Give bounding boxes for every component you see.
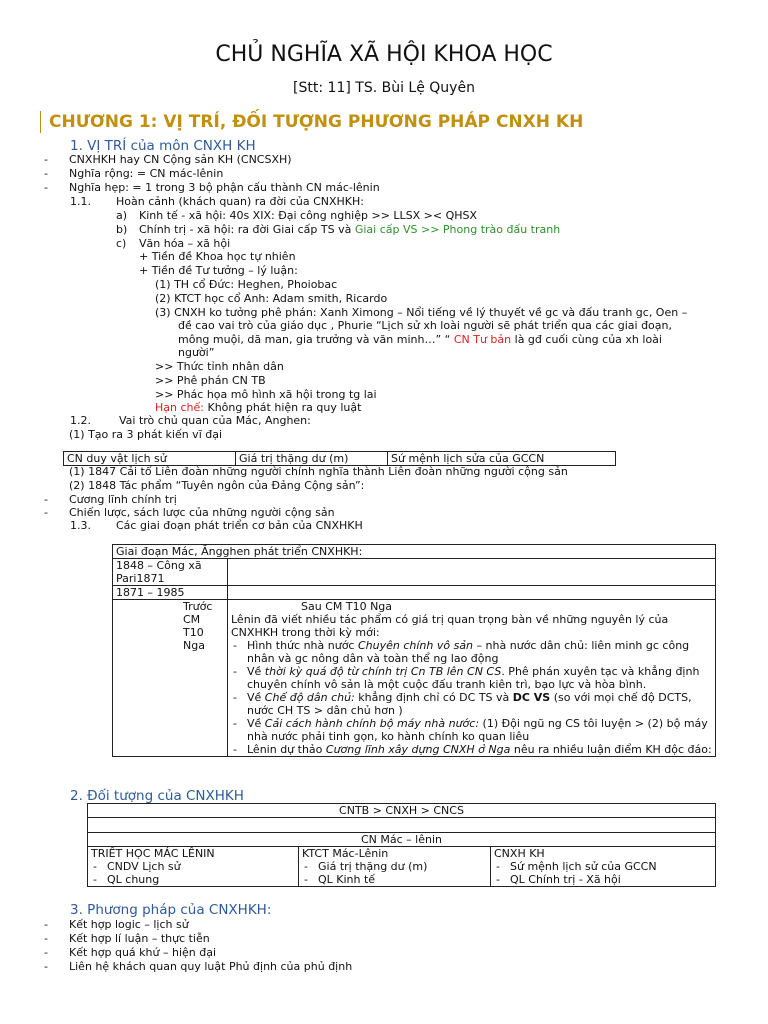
list-item [139,223,560,236]
column-list [302,860,487,886]
premise-item: + Tiền đề Tư tưởng – lý luận: [139,264,298,277]
bullet-item: Liên hệ khách quan quy luật Phủ định của phủ định [69,960,353,973]
column-title: TRIẾT HỌC MÁC LÊNIN [91,847,215,860]
list-item: - QL Chính trị - Xã hội [494,873,712,886]
table-cell [228,559,716,586]
numbered-item: (2) KTCT học cổ Anh: Adam smith, Ricardo [155,292,388,305]
list-item [231,743,712,756]
list-label: c) [116,237,127,250]
numbered-item-cont [178,333,662,346]
bullet-item: Chiến lược, sách lược của những người cộng sản [69,506,335,519]
page-title: CHỦ NGHĨA XÃ HỘI KHOA HỌC [215,42,553,67]
bullet-dash: - [44,153,48,166]
table-header: Giai đoạn Mác, Ăngghen phát triển CNXHKH: [113,545,716,559]
table-cell: CN Mác – lênin [88,833,716,847]
list-item-text: Chính trị - xã hội: ra đời Giai cấp TS và [139,223,355,236]
text-run: nêu ra nhiều luận điểm KH độc đáo: [510,743,712,756]
table-cell [88,818,716,833]
discoveries-table [63,451,616,466]
column-title: CNXH KH [494,847,545,860]
stages-table [112,544,716,757]
list-item: Kinh tế - xã hội: 40s XIX: Đại công nghiệp >> LLSX >< QHSX [139,209,478,222]
section2-heading: 2. Đối tượng của CNXHKH [70,788,244,804]
numbered-item: (1) Tạo ra 3 phát kiến vĩ đại [69,428,223,441]
text-run: là gđ cuối cùng của xh loài [511,333,662,346]
subject-table [87,803,716,887]
lenin-list [231,639,712,756]
text-run: Về [247,691,265,704]
bullet-item: CNXHKH hay CN Cộng sản KH (CNCSXH) [69,153,292,166]
text-run: (1) Đội ngũ ng CS tôi luyện > (2) bộ máy nhà nước phải tinh gọn, ko hành chính ko quan liêu [247,717,708,743]
table-cell [88,847,299,887]
subsection-title: Hoàn cảnh (khách quan) ra đời của CNXHKH: [116,195,364,208]
highlight-red: CN Tư bản [453,333,512,346]
column-title: KTCT Mác-Lênin [302,847,389,860]
list-item [231,717,712,743]
list-item: - Sứ mệnh lịch sử của GCCN [494,860,712,873]
numbered-item-cont: người” [178,346,215,359]
text-bold: DC VS [512,691,551,704]
after-oct-title: Sau CM T10 Nga [301,600,393,613]
bullet-item: Kết hợp logic – lịch sử [69,918,189,931]
list-item [231,691,712,717]
list-item [231,639,712,665]
table-cell: CN duy vật lịch sử [64,452,236,466]
text-italic: Cải cách hành chính bộ máy nhà nước: [264,717,480,730]
list-item: - QL chung [91,873,295,886]
list-item [231,665,712,691]
limitation-line [155,401,361,414]
bullet-dash: - [44,918,48,931]
chapter-heading: CHƯƠNG 1: VỊ TRÍ, ĐỐI TƯỢNG PHƯƠNG PHÁP CNXH KH [40,111,583,133]
list-item: Văn hóa – xã hội [139,237,231,250]
bullet-item: Nghĩa rộng: = CN mác-lênin [69,167,224,180]
table-cell: 1848 – Công xã Pari1871 [113,559,228,586]
text-italic: Chế độ dân chủ: [264,691,355,704]
table-cell [228,586,716,600]
text-run: Hình thức nhà nước [247,639,358,652]
list-item: - Giá trị thặng dư (m) [302,860,487,873]
page-subtitle: [Stt: 11] TS. Bùi Lệ Quyên [293,80,475,96]
arrow-item: >> Phê phán CN TB [155,374,266,387]
bullet-item: Kết hợp quá khứ – hiện đại [69,946,217,959]
text-run: – nhà nước dân chủ: liên minh gc công nhân và gc nông dân và toàn thể ng lao động [247,639,690,665]
bullet-dash: - [44,181,48,194]
text-run: Về [247,665,265,678]
list-item: - QL Kinh tế [302,873,487,886]
bullet-item: Cương lĩnh chính trị [69,493,177,506]
text-run: . Phê phán xuyên tạc và khẳng định chuyên chính vô sản là một cuộc đấu tranh kiên trì, bạo lực và hòa bình. [247,665,700,691]
subsection-number: 1.2. [70,414,91,427]
text-run: khẳng định chỉ có DC TS và [354,691,513,704]
column-list [91,860,295,886]
subsection-title: Các giai đoạn phát triển cơ bản của CNXHKH [116,519,363,532]
text-run: (so với mọi chế độ DCTS, nước CH TS > dân chủ hơn ) [247,691,692,717]
numbered-item: (2) 1848 Tác phẩm “Tuyên ngôn của Đảng Cộng sản”: [69,479,365,492]
subsection-number: 1.3. [70,519,91,532]
bullet-dash: - [44,946,48,959]
after-oct-intro: Lênin đã viết nhiều tác phẩm có giá trị quan trọng bàn về những nguyên lý của CNXHKH trong thời kỳ mới: [231,613,669,639]
table-cell: CNTB > CNXH > CNCS [88,804,716,818]
text-italic: Cương lĩnh xây dựng CNXH ở Nga [325,743,511,756]
bullet-item: Nghĩa hẹp: = 1 trong 3 bộ phận cấu thành CN mác-lênin [69,181,380,194]
bullet-dash: - [44,493,48,506]
text-italic: Chuyên chính vô sản [357,639,474,652]
table-cell: Sứ mệnh lịch sửa của GCCN [388,452,616,466]
list-label: a) [116,209,128,222]
table-cell-before-oct [113,600,228,757]
highlight-red: Hạn chế: [155,401,204,414]
premise-item: + Tiền đề Khoa học tự nhiên [139,250,296,263]
list-item: - CNDV Lịch sử [91,860,295,873]
text-italic: thời kỳ quá độ từ chính trị Cn TB lên CN CS [264,665,502,678]
text-run: Không phát hiện ra quy luật [203,401,362,414]
numbered-item-cont: đề cao vai trò của giáo dục , Phurie “Lịch sử xh loài người sẽ phát triển qua các giai đoạn, [178,319,672,332]
section1-heading: 1. VỊ TRÍ của môn CNXH KH [70,138,256,154]
arrow-item: >> Phác họa mô hình xã hội trong tg lai [155,388,377,401]
text-run: mông muội, dã man, gia trưởng và văn minh…” “ [178,333,454,346]
bullet-dash: - [44,932,48,945]
bullet-dash: - [44,506,48,519]
table-cell [299,847,491,887]
arrow-item: >> Thức tỉnh nhân dân [155,360,284,373]
highlight-green: Giai cấp VS >> Phong trào đấu tranh [354,223,561,236]
list-label: b) [116,223,128,236]
before-oct-label: Trước CM T10 Nga [183,600,213,652]
table-cell: 1871 – 1985 [113,586,228,600]
section3-heading: 3. Phương pháp của CNXHKH: [70,902,272,918]
column-list [494,860,712,886]
bullet-item: Kết hợp lí luận – thực tiễn [69,932,210,945]
table-cell: Giá trị thặng dư (m) [236,452,388,466]
text-run: Về [247,717,265,730]
numbered-item: (3) CNXH ko tưởng phê phán: Xanh Ximong – Nổi tiếng về lý thuyết về gc và đấu tranh gc, Oen – [155,306,688,319]
subsection-title: Vai trò chủ quan của Mác, Anghen: [119,414,311,427]
numbered-item: (1) 1847 Cải tổ Liên đoàn những người chính nghĩa thành Liên đoàn những người cộng sản [69,465,568,478]
table-cell [491,847,716,887]
table-cell-after-oct [228,600,716,757]
bullet-dash: - [44,167,48,180]
text-run: Lênin dự thảo [247,743,326,756]
subsection-number: 1.1. [70,195,91,208]
bullet-dash: - [44,960,48,973]
numbered-item: (1) TH cổ Đức: Heghen, Phoiobac [155,278,338,291]
